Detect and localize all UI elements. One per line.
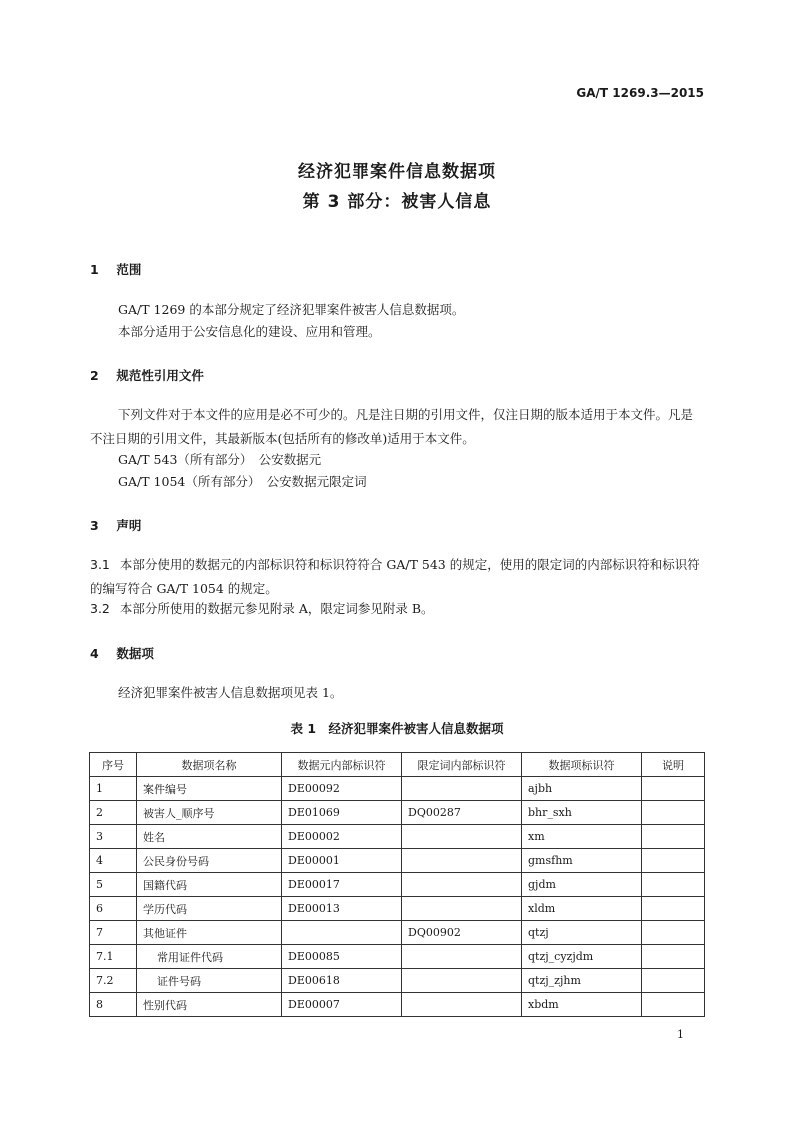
table-row bbox=[90, 945, 705, 969]
table-cell: 学历代码 bbox=[137, 897, 282, 921]
section-title: 声明 bbox=[116, 518, 142, 533]
table-cell: gmsfhm bbox=[522, 849, 642, 873]
table-cell: 姓名 bbox=[137, 825, 282, 849]
table-cell bbox=[402, 825, 522, 849]
section-heading-normative-references bbox=[90, 366, 204, 384]
table-cell: 2 bbox=[90, 801, 137, 825]
table-row bbox=[90, 921, 705, 945]
table-cell: 1 bbox=[90, 777, 137, 801]
table-row bbox=[90, 897, 705, 921]
table-cell bbox=[642, 777, 705, 801]
table-cell bbox=[642, 801, 705, 825]
table-row bbox=[90, 969, 705, 993]
table-cell: 7.1 bbox=[90, 945, 137, 969]
column-header: 数据项标识符 bbox=[522, 753, 642, 777]
table-cell: DE00007 bbox=[282, 993, 402, 1017]
table-cell bbox=[642, 897, 705, 921]
table-cell: DE00085 bbox=[282, 945, 402, 969]
table-row bbox=[90, 801, 705, 825]
table-cell: DE00013 bbox=[282, 897, 402, 921]
table-cell: bhr_sxh bbox=[522, 801, 642, 825]
column-header: 数据元内部标识符 bbox=[282, 753, 402, 777]
table-cell: qtzj_cyzjdm bbox=[522, 945, 642, 969]
table-cell: 公民身份号码 bbox=[137, 849, 282, 873]
section-heading-data-items bbox=[90, 644, 154, 662]
table-cell: DE00002 bbox=[282, 825, 402, 849]
section-heading-scope bbox=[90, 260, 141, 278]
paragraph: 下列文件对于本文件的应用是必不可少的。凡是注日期的引用文件，仅注日期的版本适用于本文件。凡是不注日期的引用文件，其最新版本(包括所有的修改单)适用于本文件。 bbox=[90, 407, 694, 446]
clause-number: 3.1 bbox=[90, 557, 110, 572]
table-cell bbox=[282, 921, 402, 945]
section-number: 4 bbox=[90, 646, 99, 661]
table-cell: 7 bbox=[90, 921, 137, 945]
table-cell bbox=[642, 993, 705, 1017]
column-header: 说明 bbox=[642, 753, 705, 777]
column-header: 数据项名称 bbox=[137, 753, 282, 777]
table-cell: xbdm bbox=[522, 993, 642, 1017]
section-number: 1 bbox=[90, 262, 99, 277]
table-row bbox=[90, 825, 705, 849]
document-code: GA/T 1269.3—2015 bbox=[576, 86, 704, 100]
table-row bbox=[90, 777, 705, 801]
table-cell: DQ00287 bbox=[402, 801, 522, 825]
table-cell: DE01069 bbox=[282, 801, 402, 825]
reference-item: GA/T 543（所有部分） 公安数据元 bbox=[118, 452, 322, 467]
table-cell: 被害人_顺序号 bbox=[137, 801, 282, 825]
clause-3-1 bbox=[90, 553, 704, 601]
table-cell: DE00001 bbox=[282, 849, 402, 873]
column-header: 序号 bbox=[90, 753, 137, 777]
table-cell: 4 bbox=[90, 849, 137, 873]
section-title: 范围 bbox=[116, 262, 142, 277]
table-cell: DE00017 bbox=[282, 873, 402, 897]
table-row bbox=[90, 873, 705, 897]
table-cell: 证件号码 bbox=[137, 969, 282, 993]
paragraph: 经济犯罪案件被害人信息数据项见表 1。 bbox=[118, 685, 343, 700]
table-caption: 表 1 经济犯罪案件被害人信息数据项 bbox=[290, 721, 504, 736]
table-cell bbox=[642, 921, 705, 945]
table-cell bbox=[402, 897, 522, 921]
table-cell bbox=[402, 945, 522, 969]
table-cell: 3 bbox=[90, 825, 137, 849]
table-cell: xldm bbox=[522, 897, 642, 921]
table-cell: gjdm bbox=[522, 873, 642, 897]
column-header: 限定词内部标识符 bbox=[402, 753, 522, 777]
table-cell: 7.2 bbox=[90, 969, 137, 993]
table-cell: 5 bbox=[90, 873, 137, 897]
section-number: 2 bbox=[90, 368, 99, 383]
table-cell: 6 bbox=[90, 897, 137, 921]
table-cell bbox=[402, 777, 522, 801]
table-cell: 8 bbox=[90, 993, 137, 1017]
table-cell: 常用证件代码 bbox=[137, 945, 282, 969]
table-row bbox=[90, 849, 705, 873]
section-heading-statement bbox=[90, 516, 141, 534]
table-cell: DE00618 bbox=[282, 969, 402, 993]
clause-text: 本部分所使用的数据元参见附录 A，限定词参见附录 B。 bbox=[119, 601, 434, 616]
page-number: 1 bbox=[677, 1028, 684, 1041]
table-row bbox=[90, 993, 705, 1017]
table-cell: qtzj_zjhm bbox=[522, 969, 642, 993]
table-cell: ajbh bbox=[522, 777, 642, 801]
clause-text: 本部分使用的数据元的内部标识符和标识符符合 GA/T 543 的规定，使用的限定词的内部标识符和标识符的编写符合 GA/T 1054 的规定。 bbox=[90, 557, 700, 596]
table-cell: qtzj bbox=[522, 921, 642, 945]
document-title: 经济犯罪案件信息数据项 bbox=[298, 162, 496, 182]
table-cell: 案件编号 bbox=[137, 777, 282, 801]
table-cell bbox=[642, 969, 705, 993]
reference-item: GA/T 1054（所有部分） 公安数据元限定词 bbox=[118, 474, 367, 489]
table-header-row bbox=[90, 753, 705, 777]
clause-number: 3.2 bbox=[90, 601, 110, 616]
table-cell: 其他证件 bbox=[137, 921, 282, 945]
table-cell bbox=[402, 873, 522, 897]
table-cell: DE00092 bbox=[282, 777, 402, 801]
table-cell bbox=[642, 873, 705, 897]
table-cell bbox=[402, 969, 522, 993]
table-cell: 性别代码 bbox=[137, 993, 282, 1017]
data-items-table bbox=[89, 752, 705, 1017]
section-title: 数据项 bbox=[116, 646, 154, 661]
paragraph: 本部分适用于公安信息化的建设、应用和管理。 bbox=[118, 324, 381, 339]
table-cell bbox=[642, 825, 705, 849]
clause-3-2 bbox=[90, 597, 704, 621]
table-cell bbox=[402, 993, 522, 1017]
table-cell bbox=[642, 849, 705, 873]
table-cell bbox=[402, 849, 522, 873]
table-cell: DQ00902 bbox=[402, 921, 522, 945]
table-cell: 国籍代码 bbox=[137, 873, 282, 897]
table-cell bbox=[642, 945, 705, 969]
document-subtitle: 第 3 部分：被害人信息 bbox=[302, 192, 492, 212]
section-title: 规范性引用文件 bbox=[116, 368, 204, 383]
section-number: 3 bbox=[90, 518, 99, 533]
paragraph: GA/T 1269 的本部分规定了经济犯罪案件被害人信息数据项。 bbox=[118, 302, 465, 317]
table-cell: xm bbox=[522, 825, 642, 849]
